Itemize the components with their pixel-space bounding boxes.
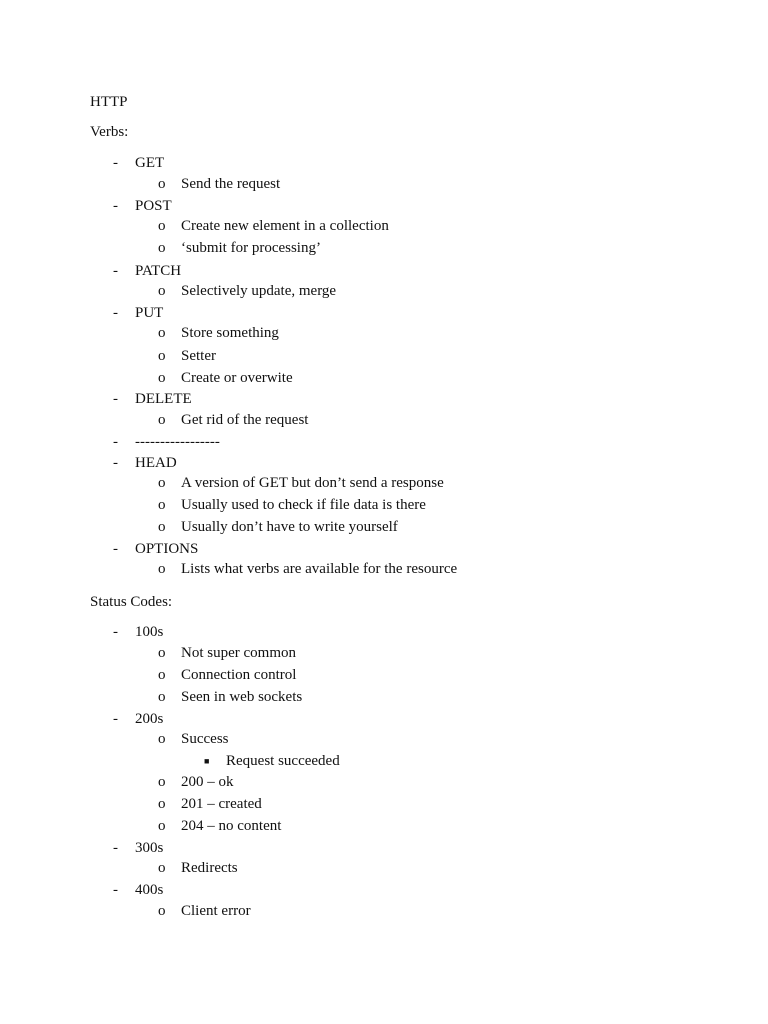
dash-bullet: -	[113, 198, 118, 214]
sub-list-item-text: Seen in web sockets	[181, 689, 303, 705]
dash-bullet: -	[113, 391, 118, 407]
circle-bullet: o	[158, 348, 166, 364]
circle-bullet: o	[158, 218, 166, 234]
circle-bullet: o	[158, 325, 166, 341]
circle-bullet: o	[158, 689, 166, 705]
list-item-text: PUT	[135, 305, 164, 321]
sub-list-item-text: Client error	[181, 903, 251, 919]
list-item-text: OPTIONS	[135, 541, 199, 557]
dash-bullet: -	[113, 882, 118, 898]
dash-bullet: -	[113, 455, 118, 471]
sub-list-item-text: Get rid of the request	[181, 412, 309, 428]
list-item-text: GET	[135, 155, 165, 171]
sub-list-item-text: Selectively update, merge	[181, 283, 337, 299]
list-item-text: HEAD	[135, 455, 177, 471]
circle-bullet: o	[158, 475, 166, 491]
circle-bullet: o	[158, 818, 166, 834]
section-label-verbs: Verbs:	[90, 124, 129, 140]
sub-list-item-text: Redirects	[181, 860, 238, 876]
sub-list-item-text: 200 – ok	[181, 774, 234, 790]
circle-bullet: o	[158, 240, 166, 256]
circle-bullet: o	[158, 903, 166, 919]
sub-list-item-text: 204 – no content	[181, 818, 282, 834]
sub-list-item-text: Store something	[181, 325, 279, 341]
circle-bullet: o	[158, 370, 166, 386]
dash-bullet: -	[113, 711, 118, 727]
list-item-text: DELETE	[135, 391, 192, 407]
dash-bullet: -	[113, 155, 118, 171]
sub-list-item-text: Connection control	[181, 667, 297, 683]
section-label-status-codes: Status Codes:	[90, 594, 173, 610]
circle-bullet: o	[158, 176, 166, 192]
sub-list-item-text: Send the request	[181, 176, 281, 192]
circle-bullet: o	[158, 561, 166, 577]
circle-bullet: o	[158, 667, 166, 683]
circle-bullet: o	[158, 731, 166, 747]
list-item-text: 100s	[135, 624, 164, 640]
circle-bullet: o	[158, 774, 166, 790]
sub-list-item-text: Lists what verbs are available for the resource	[181, 561, 458, 577]
sub-list-item-text: 201 – created	[181, 796, 262, 812]
list-item-text: 300s	[135, 840, 164, 856]
sub-list-item-text: ‘submit for processing’	[181, 240, 321, 256]
sub-list-item-text: A version of GET but don’t send a response	[181, 475, 444, 491]
dash-bullet: -	[113, 541, 118, 557]
separator-text: -----------------	[135, 434, 220, 450]
sub-list-item-text: Not super common	[181, 645, 296, 661]
dash-bullet: -	[113, 840, 118, 856]
list-item-text: PATCH	[135, 263, 182, 279]
circle-bullet: o	[158, 860, 166, 876]
circle-bullet: o	[158, 497, 166, 513]
sub-list-item-text: Success	[181, 731, 229, 747]
list-item-text: POST	[135, 198, 172, 214]
dash-bullet: -	[113, 305, 118, 321]
dash-bullet: -	[113, 263, 118, 279]
circle-bullet: o	[158, 412, 166, 428]
circle-bullet: o	[158, 645, 166, 661]
square-bullet: ■	[204, 756, 210, 766]
sub-list-item-text: Create new element in a collection	[181, 218, 389, 234]
sub-list-item-text: Create or overwite	[181, 370, 293, 386]
circle-bullet: o	[158, 283, 166, 299]
circle-bullet: o	[158, 796, 166, 812]
circle-bullet: o	[158, 519, 166, 535]
dash-bullet: -	[113, 434, 118, 450]
list-item-text: 400s	[135, 882, 164, 898]
dash-bullet: -	[113, 624, 118, 640]
sub-list-item-text: Usually don’t have to write yourself	[181, 519, 398, 535]
document-heading: HTTP	[90, 94, 128, 110]
sub-sub-list-item-text: Request succeeded	[226, 753, 340, 769]
list-item-text: 200s	[135, 711, 164, 727]
sub-list-item-text: Setter	[181, 348, 216, 364]
sub-list-item-text: Usually used to check if file data is there	[181, 497, 426, 513]
